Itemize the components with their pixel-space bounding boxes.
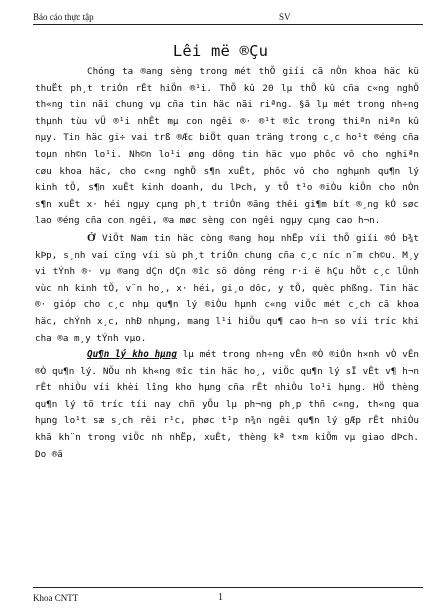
paragraph-intro-text: Chóng ta ®ang sèng trong mét thÕ giíi cã nÒn khoa häc kü thuËt ph¸t triÓn rÊt hiÖn ®¹i. ThÕ kû 20 lµ thÕ kû cña c«ng nghÖ th«ng tin nãi chung vµ cña tin häc nãi riªng. §ã lµ mét trong nh÷ng thµnh tùu vÜ ®¹i nhÊt mµ con ngêi ®· ®¹t ®îc trong thiªn niªn kû nµy. Tin häc gi÷ vai trß ®Æc biÖt quan träng trong c¸c ho¹t ®éng cña toµn nh©n lo¹i. Nh©n lo¹i øng dông tin häc vµo phôc vô cho nghiªn cøu khoa häc, cho c«ng nghÖ s¶n xuÊt, phôc vô cho nghµnh qu¶n lý kinh tÕ, s¶n xuÊt kinh doanh, du lÞch, y tÕ t¹o ®iÒu kiÖn cho nÒn s¶n xuÊt x· héi ngµy cµng ph¸t triÓn ®ãng thêi gi¶m bít ®¸ng kÓ søc lao ®éng cña con ngêi, ®a møc sèng con ngêi ngµy cµng cao h¬n. [35, 66, 419, 227]
header-report-title: Báo cáo thực tập [33, 12, 94, 22]
page-header [33, 10, 423, 24]
page-number: 1 [218, 592, 223, 603]
footer-rule [33, 587, 423, 588]
paragraph-vietnam [35, 230, 419, 347]
page-footer [33, 591, 423, 605]
paragraph-warehouse-lead: Qu¶n lý kho hµng [87, 349, 177, 361]
paragraph-vietnam-lead-letter: Ở [87, 231, 96, 244]
header-student-label: SV [279, 12, 291, 22]
paragraph-vietnam-text: ViÖt Nam tin häc còng ®ang hoµ nhËp víi thÕ giíi ®Ó b¾t kÞp, s¸nh vai cïng víi sù ph¸t triÓn chung cña c¸c níc n¨m ch©u. M¸y vi tÝnh ®· vµ ®ang dÇn dÇn ®îc sö dông réng r·i ë hÇu hÕt c¸c lÜnh vùc nh kinh tÕ, v¨n ho¸, x· héi, gi¸o dôc, y tÕ, quèc phßng. Tin häc ®· gióp cho c¸c nhµ qu¶n lý ®iÒu hµnh c«ng viÖc mét c¸ch cã khoa häc, chÝnh x¸c, nhÐ nhµng, mang l¹i hiÖu qu¶ cao h¬n so víi tríc khi cha ®a m¸y tÝnh vµo. [35, 232, 419, 344]
paragraph-intro [35, 64, 419, 230]
footer-faculty: Khoa CNTT [33, 593, 79, 603]
header-rule [33, 24, 423, 25]
paragraph-warehouse [35, 347, 419, 463]
page-title: Lêi më ®Çu [172, 42, 269, 60]
paragraph-warehouse-text: lµ mét trong nh÷ng vÊn ®Ò ®iÓn h×nh vÒ vÊn ®Ò qu¶n lý. NÕu nh kh«ng ®îc tin häc ho¸, viÖc qu¶n lý sÏ vÊt v¶ h¬n rÊt nhiÒu víi khèi lîng kho hµng cña rÊt nhiÒu lo¹i hµng. HÖ thèng qu¶n lý tõ tríc tíi nay chñ yÕu lµ ph¬ng ph¸p thñ c«ng, th«ng qua hµng lo¹t sæ s¸ch rêi r¹c, phøc t¹p n¾n ngêi qu¶n lý gÆp rÊt nhiÒu khã kh¨n trong viÖc nh nhËp, xuÊt, thèng kª t×m kiÕm vµ giao dÞch. Do ®ã [35, 349, 420, 460]
document-body [35, 64, 419, 463]
